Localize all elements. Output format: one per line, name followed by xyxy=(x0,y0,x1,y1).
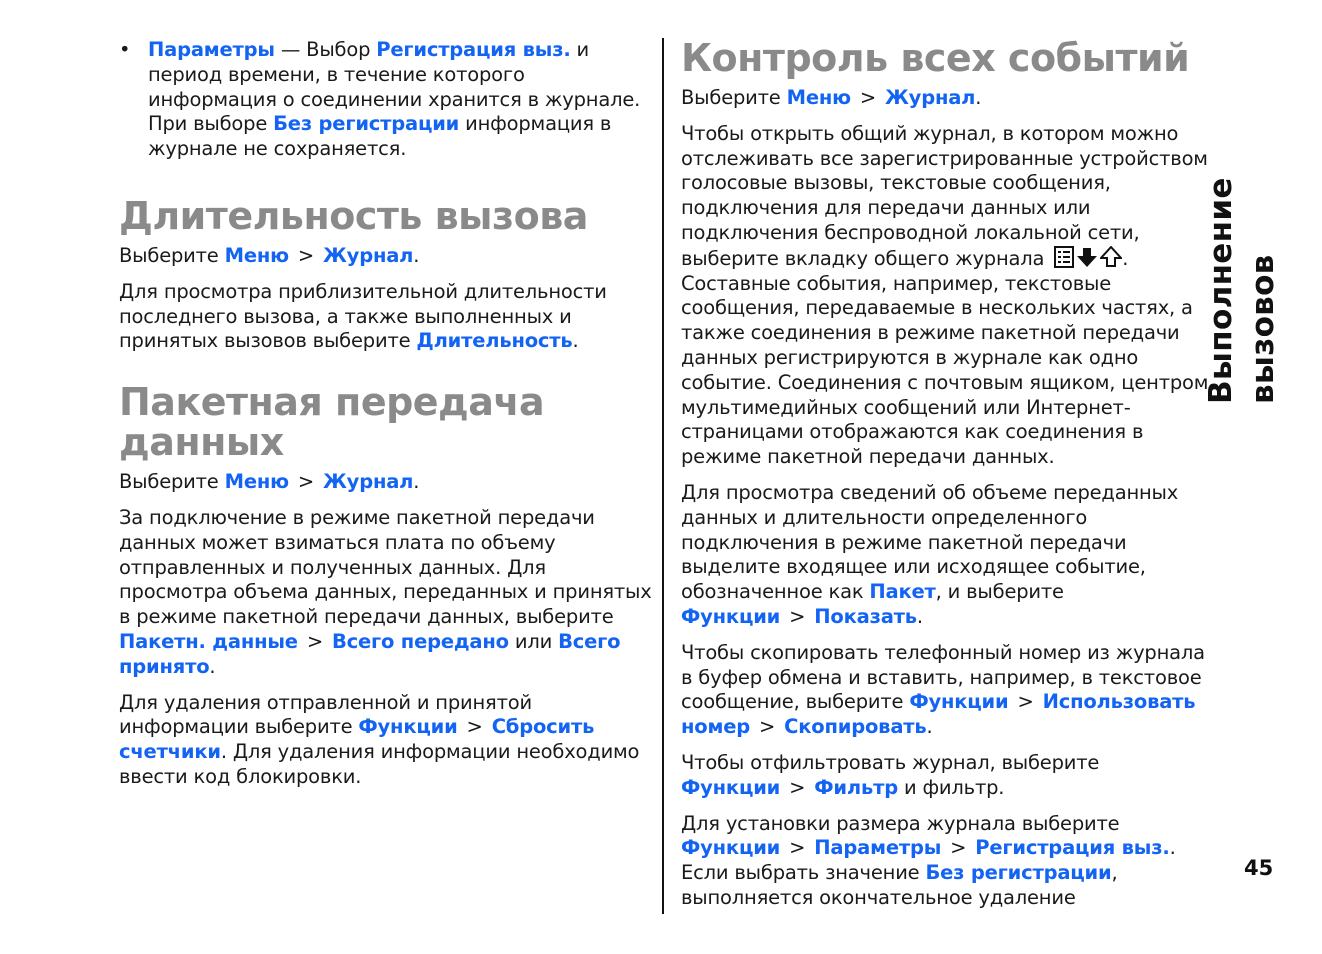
link-duration[interactable]: Длительность xyxy=(416,329,573,353)
path-separator: > xyxy=(859,86,877,109)
incoming-arrow-icon xyxy=(1076,246,1098,268)
link-all-received[interactable]: Всего принято xyxy=(119,629,621,678)
link-packet[interactable]: Пакет xyxy=(869,580,936,604)
paragraph: Для просмотра сведений об объеме переданных данных и длительности определенного подключения в режиме пакетной передачи выделите входящее или исходящее событие, обозначенное как Пакет, и выберите Функции > Показать. xyxy=(681,480,1179,628)
text: и период времени, в течение которого информация о соединении хранится в журнале. При выборе xyxy=(148,38,641,136)
link-functions[interactable]: Функции xyxy=(681,836,781,860)
heading-all-events: Контроль всех событий xyxy=(681,36,1190,80)
heading-packet-data: Пакетная передача данных xyxy=(119,380,545,465)
heading-call-duration: Длительность вызова xyxy=(119,193,588,238)
paragraph: Чтобы отфильтровать журнал, выберите Функции > Фильтр и фильтр. xyxy=(681,750,1100,799)
path-separator: > xyxy=(466,715,483,739)
bullet-mark: • xyxy=(119,38,131,61)
path-separator: > xyxy=(759,715,776,739)
link-functions[interactable]: Функции xyxy=(358,715,458,739)
path-separator: > xyxy=(789,775,806,799)
path-separator: > xyxy=(950,836,967,860)
link-menu[interactable]: Меню xyxy=(786,86,851,109)
paragraph: Чтобы скопировать телефонный номер из журнала в буфер обмена и вставить, например, в текстовое сообщение, выберите Функции > Использовать номер > Скопировать. xyxy=(681,640,1205,739)
link-copy[interactable]: Скопировать xyxy=(784,715,927,739)
outgoing-arrow-icon xyxy=(1100,246,1122,268)
path-separator: > xyxy=(789,604,806,628)
paragraph: За подключение в режиме пакетной передачи данных может взиматься плата по объему отправленных и полученных данных. Для просмотра объема данных, переданных и принятых в режиме пакетной передачи данных, выберите Пакетн. данные > Всего передано или Всего принято. xyxy=(119,505,652,678)
path-separator: > xyxy=(1017,690,1034,714)
path-separator: > xyxy=(789,836,806,860)
link-registration[interactable]: Регистрация выз. xyxy=(975,836,1170,860)
link-log[interactable]: Журнал xyxy=(323,243,414,267)
paragraph: Для просмотра приблизительной длительности последнего вызова, а также выполненных и принятых вызовов выберите Длительность. xyxy=(119,279,607,353)
link-menu[interactable]: Меню xyxy=(224,470,289,494)
link-params[interactable]: Параметры xyxy=(814,836,942,860)
link-log[interactable]: Журнал xyxy=(323,470,414,494)
menu-path: Выберите Меню > Журнал. xyxy=(681,86,982,109)
link-packet-data[interactable]: Пакетн. данные xyxy=(119,629,298,653)
page-number: 45 xyxy=(1244,856,1274,880)
link-registration[interactable]: Регистрация выз. xyxy=(376,38,571,61)
link-no-registration[interactable]: Без регистрации xyxy=(273,112,460,136)
link-reset-counters[interactable]: Сбросить счетчики xyxy=(119,715,595,764)
paragraph: Для удаления отправленной и принятой информации выберите Функции > Сбросить счетчики. Для удаления информации необходимо ввести код блокировки. xyxy=(119,690,640,788)
general-log-tab-icons xyxy=(1054,246,1122,268)
link-show[interactable]: Показать xyxy=(814,604,917,628)
column-divider xyxy=(662,38,664,914)
paragraph: Чтобы открыть общий журнал, в котором можно отслеживать все зарегистрированные устройством голосовые вызовы, текстовые сообщения, подключения для передачи данных или подключения беспроводной локальной сети, выберите вкладку общего журнала . Составные события, например, текстовые сообщения, передаваемые в нескольких частях, а также соединения в режиме пакетной передачи данных регистрируются в журнале как одно событие. Соединения с почтовым ящиком, центром мультимедийных сообщений или Интернет-страницами отображаются как соединения в режиме пакетной передачи данных. xyxy=(681,121,1209,469)
link-no-registration[interactable]: Без регистрации xyxy=(925,861,1112,885)
path-separator: > xyxy=(297,470,315,494)
text: — Выбор xyxy=(274,38,377,61)
link-functions[interactable]: Функции xyxy=(909,690,1009,714)
bullet-list xyxy=(119,38,654,162)
link-filter[interactable]: Фильтр xyxy=(814,775,898,799)
link-functions[interactable]: Функции xyxy=(681,604,781,628)
menu-path: Выберите Меню > Журнал. xyxy=(119,470,420,494)
log-tab-icon xyxy=(1054,246,1074,268)
paragraph: Для установки размера журнала выберите Функции > Параметры > Регистрация выз.. Если выбрать значение Без регистрации, выполняется окончательное удаление xyxy=(681,811,1176,909)
link-all-sent[interactable]: Всего передано xyxy=(331,629,509,653)
text: информация в журнале не сохраняется. xyxy=(148,112,612,161)
path-separator: > xyxy=(297,243,315,267)
menu-path: Выберите Меню > Журнал. xyxy=(119,243,420,267)
link-use-number[interactable]: Использовать номер xyxy=(681,690,1196,739)
link-menu[interactable]: Меню xyxy=(224,243,289,267)
right-column xyxy=(681,38,1213,922)
link-log[interactable]: Журнал xyxy=(885,86,976,109)
link-params[interactable]: Параметры xyxy=(148,38,275,61)
list-item xyxy=(119,38,654,162)
left-column xyxy=(119,38,654,801)
path-separator: > xyxy=(306,629,323,653)
section-side-title: Выполнение вызовов xyxy=(1203,177,1281,404)
link-functions[interactable]: Функции xyxy=(681,775,781,799)
